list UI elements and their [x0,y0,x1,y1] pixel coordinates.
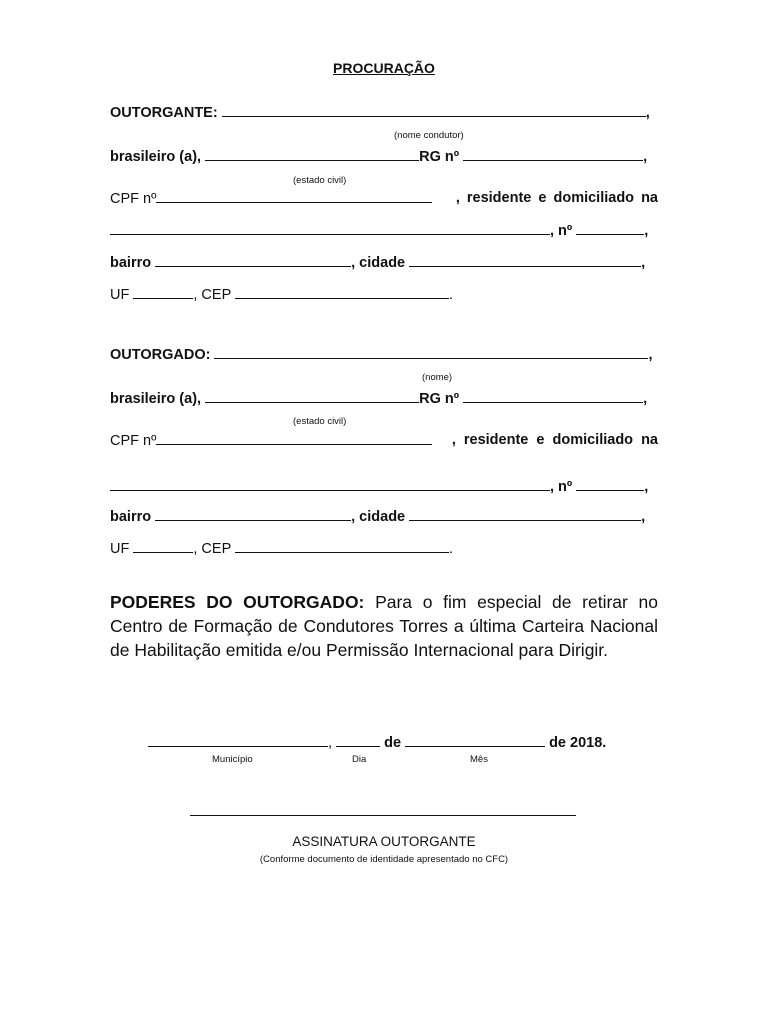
outorgante-rg-field[interactable] [463,148,643,161]
date-line: , de de 2018. [148,734,606,751]
mes-field[interactable] [405,734,545,747]
outorgado-bairro-field[interactable] [155,508,351,521]
outorgante-cidade-label: , cidade [351,255,406,271]
outorgante-cpf-field[interactable] [156,190,432,203]
outorgado-cidade-label: , cidade [351,509,406,525]
municipio-field[interactable] [148,734,328,747]
outorgante-address-line: , nº , [110,222,658,239]
outorgado-uf-line: UF , CEP . [110,541,454,557]
document-title: PROCURAÇÃO [333,60,435,76]
outorgante-cpf-line [110,190,658,207]
dia-field[interactable] [336,734,380,747]
outorgante-cpf-label: CPF nº [110,191,157,207]
outorgante-rg-label: RG nº [419,149,460,165]
outorgado-name-hint: (nome) [422,372,453,383]
outorgado-name-line: OUTORGADO: , [110,347,653,363]
outorgado-rg-label: RG nº [419,391,460,407]
outorgado-cpf-field[interactable] [156,432,432,445]
outorgado-label: OUTORGADO: [110,347,211,363]
outorgante-num-field[interactable] [576,222,644,235]
outorgado-cpf-line [110,432,658,449]
outorgante-civil-hint: (estado civil) [293,175,347,186]
outorgante-cep-field[interactable] [235,286,449,299]
outorgado-name-field[interactable] [214,346,648,359]
outorgado-bairro-label: bairro [110,509,152,525]
dia-hint: Dia [352,754,367,765]
outorgante-uf-field[interactable] [133,286,193,299]
outorgado-cpf-label: CPF nº [110,433,157,449]
outorgado-uf-field[interactable] [133,540,193,553]
mes-hint: Mês [470,754,488,765]
outorgante-name-hint: (nome condutor) [394,130,464,141]
outorgante-nat-line: brasileiro (a), RG nº , [110,149,648,165]
outorgado-res-text: , residente e domiciliado na [451,432,658,448]
outorgante-num-label: , nº [550,223,573,239]
outorgado-nat-line: brasileiro (a), RG nº , [110,391,648,407]
outorgado-address-field[interactable] [110,478,550,491]
outorgante-uf-label: UF [110,287,130,303]
outorgado-civil-hint: (estado civil) [293,416,347,427]
outorgante-bairro-field[interactable] [155,254,351,267]
powers-paragraph [110,590,658,662]
outorgante-cidade-field[interactable] [409,254,641,267]
outorgante-name-field[interactable] [222,104,646,117]
outorgante-label: OUTORGANTE: [110,105,218,121]
outorgado-num-field[interactable] [576,478,644,491]
outorgado-cep-label: , CEP [193,541,231,557]
outorgado-rg-field[interactable] [463,390,643,403]
outorgante-civil-field[interactable] [205,148,419,161]
powers-label: PODERES DO OUTORGADO: [110,592,365,612]
outorgado-cidade-field[interactable] [409,508,641,521]
date-de-label: de [384,735,402,751]
outorgante-nat-label: brasileiro (a), [110,149,202,165]
outorgado-num-label: , nº [550,479,573,495]
outorgado-nat-label: brasileiro (a), [110,391,202,407]
outorgante-uf-line: UF , CEP . [110,287,454,303]
signature-line[interactable] [190,815,576,816]
outorgante-bairro-label: bairro [110,255,152,271]
outorgado-bairro-line: bairro , cidade , [110,509,646,525]
outorgado-civil-field[interactable] [205,390,419,403]
outorgante-cep-label: , CEP [193,287,231,303]
outorgado-cep-field[interactable] [235,540,449,553]
outorgado-address-line: , nº , [110,478,658,495]
outorgante-address-field[interactable] [110,222,550,235]
outorgante-name-line: OUTORGANTE: , [110,105,650,121]
outorgante-bairro-line: bairro , cidade , [110,255,646,271]
outorgado-uf-label: UF [110,541,130,557]
outorgante-res-text: , residente e domiciliado na [455,190,658,206]
municipio-hint: Município [212,754,253,765]
powers-text: Para o fim especial de retirar no Centro de Formação de Condutores Torres a última Carteira Nacional de Habilitação emitida e/ou Permissão Internacional para Dirigir. [110,592,658,660]
date-year-label: de 2018. [549,735,607,751]
signature-title: ASSINATURA OUTORGANTE [292,834,476,849]
signature-note: (Conforme documento de identidade apresentado no CFC) [259,854,509,865]
